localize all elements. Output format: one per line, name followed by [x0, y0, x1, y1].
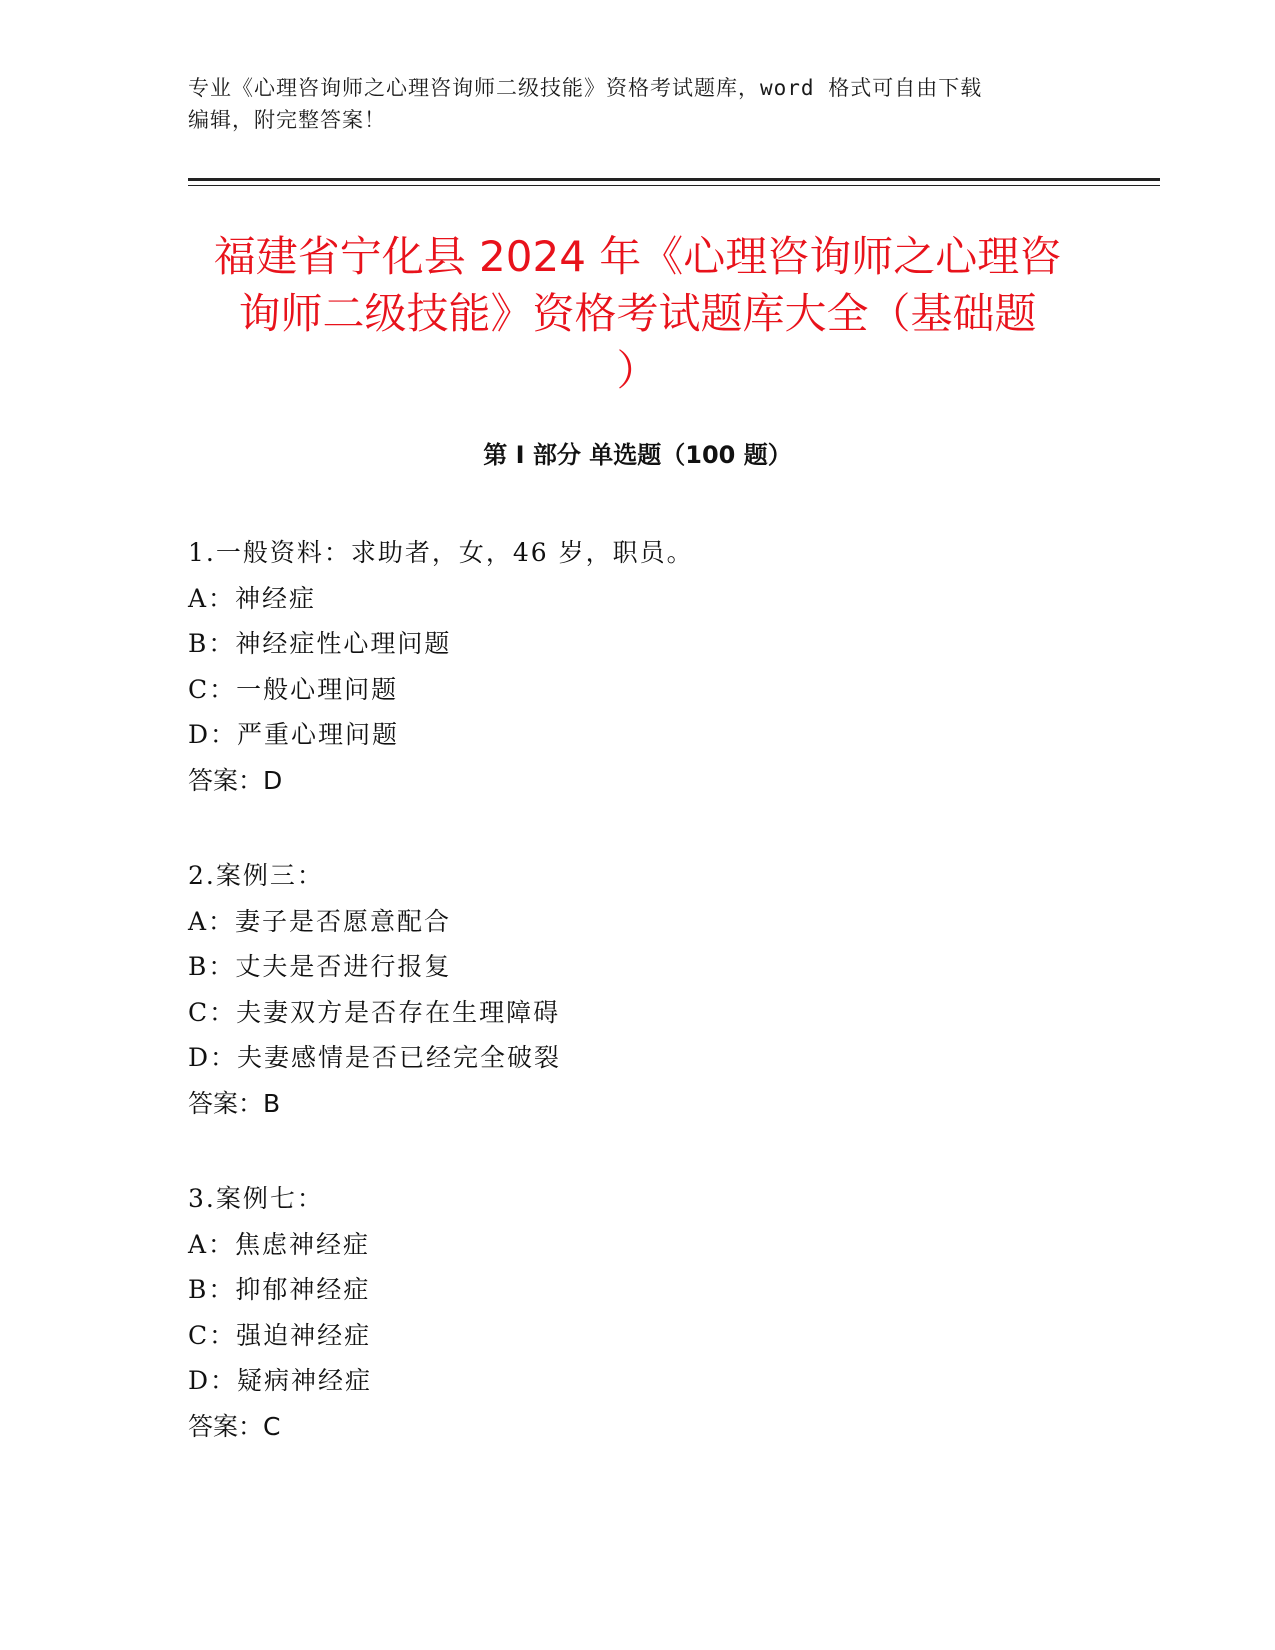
- document-title: [160, 228, 1115, 399]
- question-3: [188, 1176, 1088, 1449]
- option-a: A：妻子是否愿意配合: [188, 906, 452, 936]
- header-note-line-2: 编辑，附完整答案！: [188, 108, 386, 132]
- option-b: B：抑郁神经症: [188, 1275, 371, 1304]
- document-title-line-1: 福建省宁化县 2024 年《心理咨询师之心理咨: [213, 232, 1062, 281]
- question-1: [188, 530, 1088, 803]
- header-rule-thick: [188, 178, 1160, 181]
- option-a: A：神经症: [188, 583, 317, 613]
- option-b: B：丈夫是否进行报复: [188, 952, 452, 981]
- option-b: B：神经症性心理问题: [188, 629, 452, 658]
- option-c: C：强迫神经症: [188, 1320, 372, 1350]
- question-list: [188, 530, 1088, 1499]
- option-a: A：焦虑神经症: [188, 1229, 371, 1259]
- option-d: D：严重心理问题: [188, 720, 400, 749]
- question-stem: 1.一般资料：求助者，女，46 岁，职员。: [188, 538, 694, 567]
- header-note: [188, 72, 1088, 136]
- question-stem: 2.案例三：: [188, 861, 324, 890]
- answer: 答案：D: [188, 765, 283, 795]
- answer: 答案：B: [188, 1088, 281, 1118]
- option-d: D：夫妻感情是否已经完全破裂: [188, 1043, 562, 1072]
- answer: 答案：C: [188, 1411, 281, 1441]
- header-note-line-1: 专业《心理咨询师之心理咨询师二级技能》资格考试题库，word 格式可自由下载: [188, 76, 983, 100]
- option-c: C：一般心理问题: [188, 674, 399, 704]
- option-c: C：夫妻双方是否存在生理障碍: [188, 997, 561, 1027]
- document-title-line-3: ）: [616, 346, 659, 395]
- question-2: [188, 853, 1088, 1126]
- section-title: 第 I 部分 单选题（100 题）: [483, 441, 792, 469]
- header-rule-thin: [188, 185, 1160, 186]
- document-title-line-2: 询师二级技能》资格考试题库大全（基础题: [238, 289, 1037, 338]
- question-stem: 3.案例七：: [188, 1184, 324, 1213]
- option-d: D：疑病神经症: [188, 1366, 373, 1395]
